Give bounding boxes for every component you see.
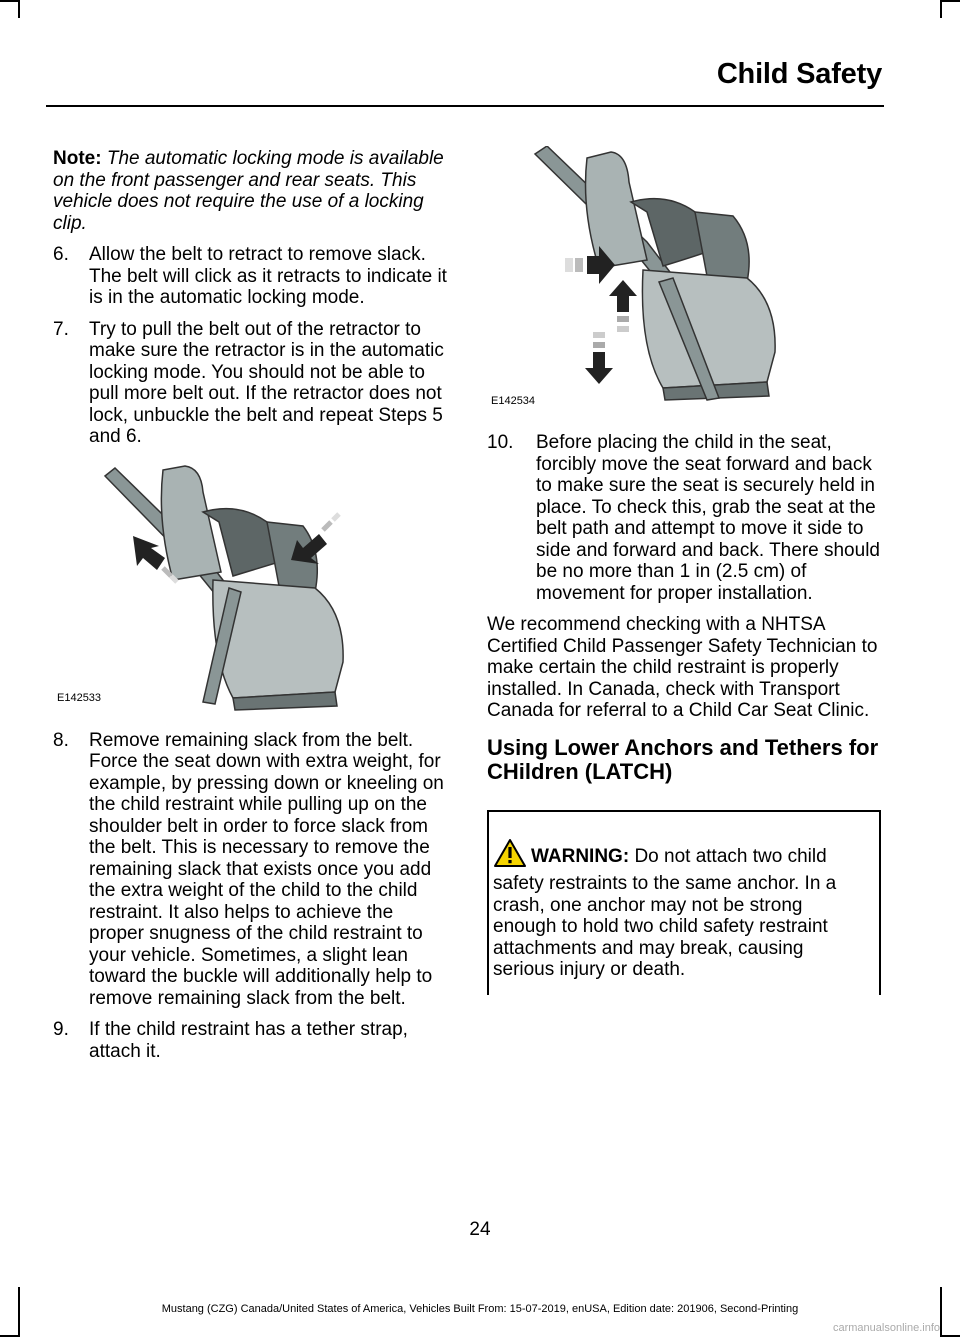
note — [53, 148, 447, 234]
crop-mark — [0, 0, 18, 2]
step-number: 6. — [53, 244, 69, 265]
step-8 — [53, 730, 447, 1010]
step-text: If the child restraint has a tether strap, attach it. — [89, 1019, 408, 1062]
warning-text: Do not attach two child safety restraints to the same anchor. In a crash, one anchor may not be strong enough to hold two child safety restraint attachments and may break, causing serious injury or death. — [493, 845, 837, 980]
step-number: 7. — [53, 318, 69, 340]
warning-triangle-icon — [493, 838, 527, 874]
section-heading: Using Lower Anchors and Tethers for CHildren (LATCH) — [487, 734, 879, 784]
left-column — [53, 148, 447, 1072]
step-text: Remove remaining slack from the belt. Force the seat down with extra weight, for example, by pressing down or kneeling on the child restraint while pulling up on the shoulder belt in order to force slack from the belt. This is necessary to remove the remaining slack that exists once you add the extra weight of the child to the child restraint. It also helps to achieve the proper snugness of the child restraint to your vehicle. Sometimes, a slight lean toward the buckle will additionally help to remove remaining slack from the belt. — [89, 729, 444, 1009]
step-6 — [53, 244, 447, 309]
step-text: Before placing the child in the seat, forcibly move the seat forward and back to make sure the seat is securely held in place. To check this, grab the seat at the belt path and attempt to move it side to side and forward and back. There should be no more than 1 in (2.5 cm) of movement for proper installation. — [536, 432, 880, 604]
right-column — [487, 148, 881, 995]
figure-child-seat-compress — [53, 462, 447, 712]
page-number: 24 — [469, 1219, 491, 1240]
header-rule — [46, 105, 884, 107]
recommend-paragraph: We recommend checking with a NHTSA Certified Child Passenger Safety Technician to make certain the child restraint is properly installed. In Canada, check with Transport Canada for referral to a Child Car Seat Clinic. — [487, 614, 878, 721]
step-number: 10. — [487, 432, 514, 453]
warning-box — [487, 810, 881, 995]
step-7 — [53, 319, 447, 448]
note-label: Note: — [53, 148, 102, 169]
step-number: 9. — [53, 1019, 69, 1040]
crop-mark — [18, 0, 20, 18]
figure-code: E142533 — [57, 692, 102, 704]
crop-mark — [940, 0, 942, 18]
figure-code: E142534 — [491, 394, 536, 407]
page-title: Child Safety — [716, 58, 882, 90]
watermark: carmanualsonline.info — [832, 1322, 940, 1334]
child-seat-illustration — [53, 462, 447, 712]
footer-text: Mustang (CZG) Canada/United States of America, Vehicles Built From: 15-07-2019, enUSA, Edition date: 201906, Second-Printing — [161, 1303, 799, 1315]
figure-child-seat-move — [487, 146, 881, 414]
step-10 — [487, 432, 881, 604]
step-text: Try to pull the belt out of the retractor to make sure the retractor is in the automatic locking mode. You should not be able to pull more belt out. If the retractor does not lock, unbuckle the belt and repeat Steps 5 and 6. — [89, 318, 444, 447]
step-number: 8. — [53, 729, 69, 751]
crop-mark — [942, 0, 960, 2]
step-9 — [53, 1019, 447, 1062]
warning-label: WARNING: — [531, 845, 630, 867]
child-seat-illustration — [487, 146, 881, 414]
step-text: Allow the belt to retract to remove slack. The belt will click as it retracts to indicate it is in the automatic locking mode. — [89, 244, 447, 308]
note-text: The automatic locking mode is available on the front passenger and rear seats. This vehicle does not require the use of a locking clip. — [53, 148, 444, 234]
